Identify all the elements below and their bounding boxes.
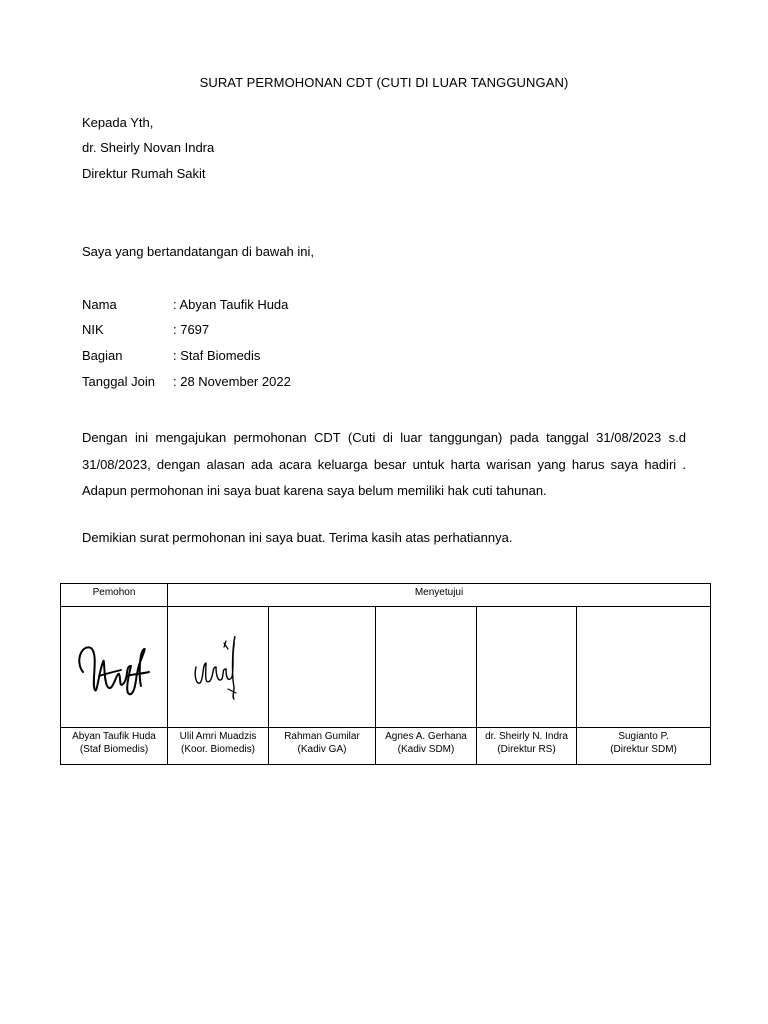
signatory-direktur-rs [477,728,577,765]
field-value-nama: : Abyan Taufik Huda [173,297,289,312]
approval-header-row [61,584,711,607]
signatory-role: (Direktur RS) [497,744,556,755]
field-label-nama: Nama [82,297,117,312]
signature-cell-direktur-sdm [577,607,711,728]
field-value-tanggal-join: : 28 November 2022 [173,374,291,389]
signatory-name: Sugianto P. [618,731,669,742]
signatory-name: Rahman Gumilar [284,731,360,742]
field-label-tanggal-join: Tanggal Join [82,374,155,389]
field-label-bagian: Bagian [82,348,123,363]
signatory-name: Agnes A. Gerhana [385,731,467,742]
signatory-name-row [61,728,711,765]
body-paragraph: Dengan ini mengajukan permohonan CDT (Cuti di luar tanggungan) pada tanggal 31/08/2023 s.d 31/08/2023, dengan alasan ada acara keluarga besar untuk harta warisan yang harus saya hadiri . Adapun permohonan ini saya buat karena saya belum memiliki hak cuti tahunan. [82,430,686,498]
signature-cell-applicant [61,607,168,728]
signatory-role: (Koor. Biomedis) [181,744,255,755]
signature-cell-koor-biomedis [168,607,269,728]
letter-title: SURAT PERMOHONAN CDT (CUTI DI LUAR TANGGUNGAN) [199,75,569,90]
signatory-koor-biomedis [168,728,269,765]
recipient-salutation: Kepada Yth, [82,115,154,130]
signatory-direktur-sdm [577,728,711,765]
header-applicant: Pemohon [61,584,168,607]
signatory-role: (Kadiv GA) [297,744,347,755]
signatory-name: dr. Sheirly N. Indra [485,731,568,742]
recipient-name: dr. Sheirly Novan Indra [82,140,215,155]
signature-cell-kadiv-ga [269,607,376,728]
approval-table [60,583,711,765]
signature-koor-biomedis [188,627,248,707]
closing-text: Demikian surat permohonan ini saya buat. Terima kasih atas perhatiannya. [82,530,513,545]
signature-cell-direktur-rs [477,607,577,728]
recipient-position: Direktur Rumah Sakit [82,166,206,181]
field-value-nik: : 7697 [173,322,210,337]
signatory-role: (Direktur SDM) [610,744,677,755]
signature-applicant [69,632,159,702]
signatory-name: Ulil Amri Muadzis [179,731,257,742]
signatory-kadiv-sdm [376,728,477,765]
field-label-nik: NIK [82,322,104,337]
signatory-kadiv-ga [269,728,376,765]
header-approvers: Menyetujui [168,584,711,607]
field-value-bagian: : Staf Biomedis [173,348,261,363]
intro-text: Saya yang bertandatangan di bawah ini, [82,244,315,259]
signature-row [61,607,711,728]
signatory-role: (Staf Biomedis) [79,744,149,755]
signatory-name: Abyan Taufik Huda [72,731,156,742]
signatory-applicant [61,728,168,765]
signature-cell-kadiv-sdm [376,607,477,728]
signatory-role: (Kadiv SDM) [397,744,455,755]
